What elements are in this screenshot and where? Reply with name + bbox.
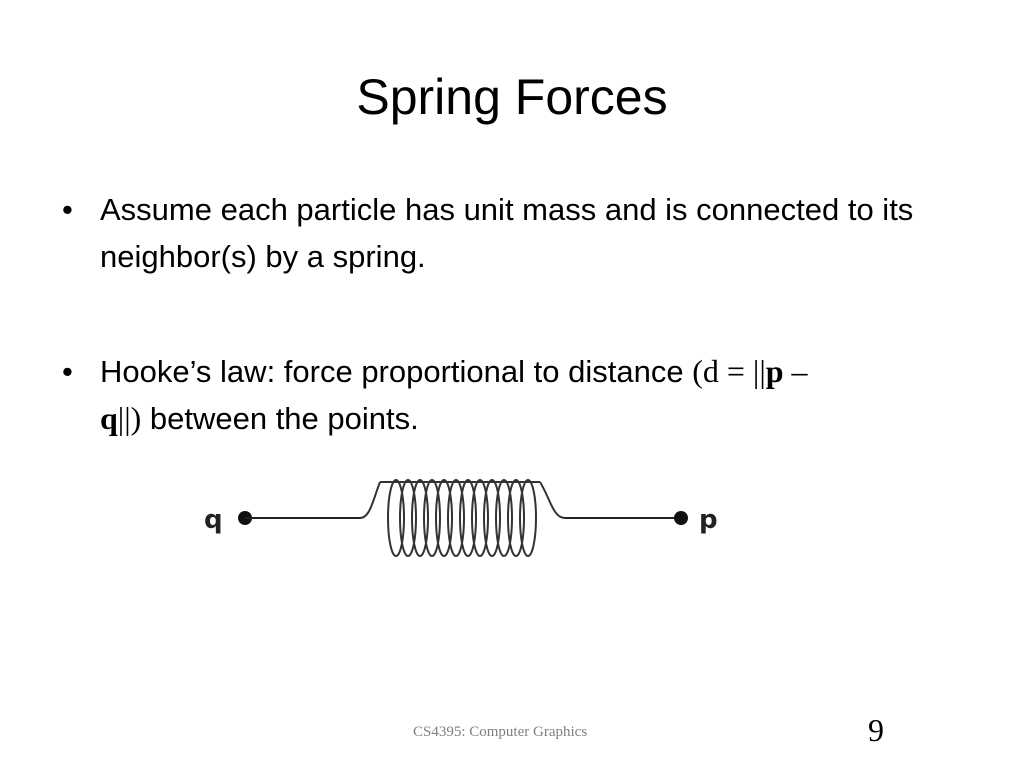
spring-coils (388, 480, 536, 556)
bullet-item-unit-mass (60, 186, 970, 280)
spring-right-end (540, 482, 565, 518)
formula-q: q (100, 400, 118, 436)
point-p-dot (674, 511, 688, 525)
slide-title: Spring Forces (356, 69, 668, 125)
bullet-icon: • (62, 192, 73, 227)
formula-p: p (765, 353, 784, 389)
formula-close: ||) (117, 400, 142, 436)
point-q-label: q (204, 505, 223, 535)
bullet-text-before: Hooke’s law: force proportional to distance (100, 354, 693, 389)
formula-minus: – (783, 353, 808, 389)
bullet-item-hookes-law (60, 348, 970, 442)
footer-course-name: CS4395: Computer Graphics (413, 724, 588, 740)
point-p-label: p (699, 505, 718, 535)
bullet-text: Assume each particle has unit mass and is connected to its neighbor(s) by a spring. (100, 192, 914, 274)
page-number: 9 (868, 712, 884, 748)
bullet-icon: • (62, 354, 73, 389)
formula-open: (d = || (692, 353, 766, 389)
bullet-list (60, 186, 970, 510)
spring-left-end (360, 482, 380, 518)
spring-diagram (195, 470, 735, 570)
bullet-text-after: between the points. (141, 401, 419, 436)
